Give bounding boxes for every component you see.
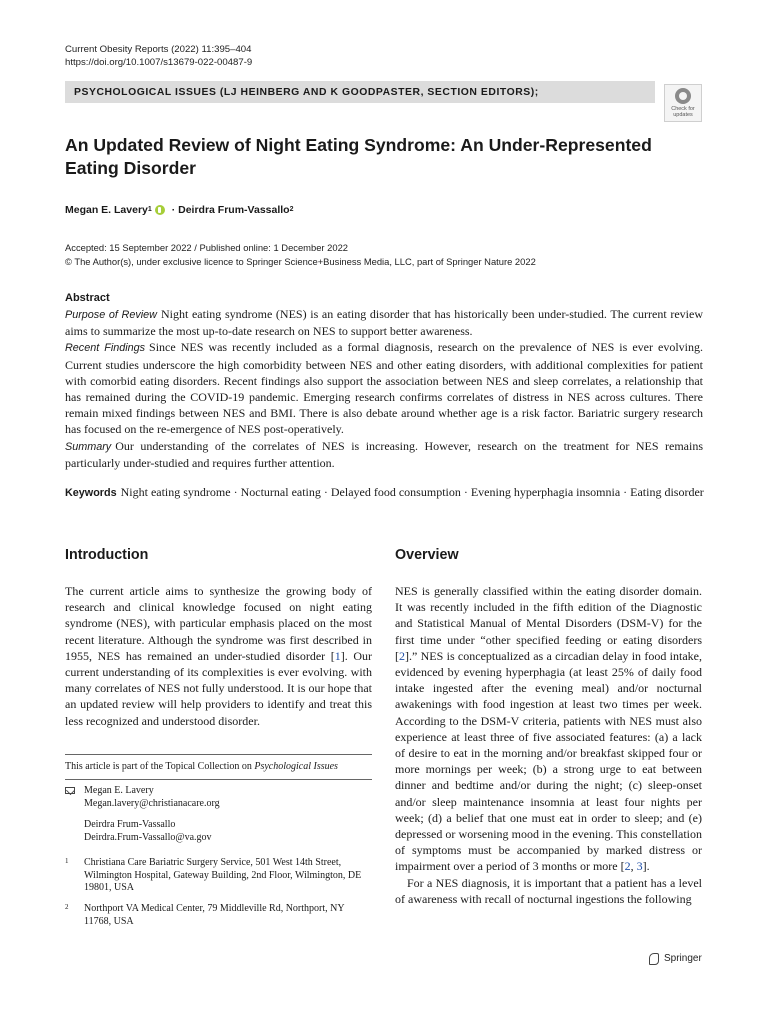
overview-paragraph-2: For a NES diagnosis, it is important that a patient has a level of awareness with recall of nocturnal ingestions the following [395,875,702,906]
envelope-icon [65,787,75,794]
check-for-updates-badge[interactable] [664,84,702,122]
author-separator: · [168,204,179,216]
abstract-findings [65,339,703,437]
overview-paragraph-1: NES is generally classified within the eating disorder domain. It was recently included in the fifth edition of the Diagnostic and Statistical Manual of Mental Disorders (DSM-V) for the first time under “other specified feeding or eating disorders [2].” NES is conceptualized as a circadian delay in food intake, evidenced by evening hyperphagia (at least 25% of daily food intake ingested after the evening meal) and/or nocturnal awakenings with food ingestion at least two times per week. According to the DSM-V criteria, patients with NES must also experience at least three of five associated features: (a) a lack of desire to eat in the morning and/or breakfast skipped four or more mornings per week; (b) a strong urge to eat between dinner and bedtime and/or during the night; (c) sleep-onset and/or sleep maintenance insomnia at least four nights per week; (d) a belief that one must eat in order to sleep; and (e) depressed or worsening mood in the evening. This constellation of symptoms must be accompanied by marked distress or impairment over a period of 3 months or more [2, 3]. [395,584,702,874]
author-1[interactable]: Megan E. Lavery [65,204,148,216]
journal-meta [65,43,252,69]
check-updates-line1: Check for [671,106,695,112]
contact-email-2[interactable]: Deirdra.Frum-Vassallo@va.gov [84,831,212,843]
check-updates-icon [675,88,691,104]
contact-name-1: Megan E. Lavery [84,785,154,796]
citation-link[interactable]: 3 [636,859,643,874]
keywords-text: Night eating syndrome · Nocturnal eating · Delayed food consumption · Evening hyperphagia insomnia · Eating disorder [120,485,704,499]
affiliation-2 [65,903,372,928]
topical-collection-name: Psychological Issues [254,761,338,772]
abstract [65,290,703,471]
publication-dates [65,241,536,269]
publisher-name: Springer [664,952,702,964]
abstract-findings-label: Recent Findings [65,342,146,355]
citation-link[interactable]: 2 [399,648,405,663]
footnote-divider-2 [65,779,372,780]
abstract-purpose [65,306,703,339]
keywords [65,484,710,501]
abstract-purpose-label: Purpose of Review [65,309,157,321]
orcid-icon[interactable] [155,205,165,215]
publisher-footer [648,952,702,964]
springer-logo-icon [648,952,659,964]
affiliation-text: Northport VA Medical Center, 79 Middleville Rd, Northport, NY 11768, USA [84,903,345,927]
introduction-heading: Introduction [65,547,149,563]
affiliation-number: 2 [65,903,69,911]
abstract-purpose-text: Night eating syndrome (NES) is an eating disorder that has historically been under-studied. The current review aims to summarize the most up-to-date research on NES to support better awareness. [65,307,703,339]
journal-citation: Current Obesity Reports (2022) 11:395–404 [65,44,252,55]
abstract-summary-label: Summary [65,440,112,453]
abstract-findings-text: Since NES was recently included as a formal diagnosis, research on the prevalence of NES is ever evolving. Current studies underscore the high comorbidity between NES and other eating disorders, with additional complexities for patient with comorbid eating disorders. Recent findings also support the association between NES and sleep correlates, a relationship that has remained during the COVID-19 pandemic. Emerging research confirms correlates of distress in NES across cultures. There remain mixed findings between NES and BMI. There is also debate around whether age is a risk factor. Bariatric surgery research has focused on the re-emergence of NES post-operatively. [65,340,703,437]
introduction-paragraph: The current article aims to synthesize the growing body of research and clinical knowledge focused on night eating syndrome (NES), with particular emphasis placed on the most recent literature. Although the syndrome was first described in 1955, NES has remained an under-studied disorder [1]. Our current understanding of its complexities is ever evolving. with many correlates of NES not fully understood. It is our hope that an updated review will help providers to identify and treat this less recognized and understood disorder. [65,584,372,728]
citation-link[interactable]: 1 [334,648,341,663]
topical-collection-note: This article is part of the Topical Collection on Psychological Issues [65,761,338,772]
affiliation-number: 1 [65,857,69,865]
affiliation-text: Christiana Care Bariatric Surgery Service, 501 West 14th Street, Wilmington Hospital, Gateway Building, 2nd Floor, Wilmington, DE 19801, USA [84,857,362,894]
journal-doi[interactable]: https://doi.org/10.1007/s13679-022-00487-9 [65,57,253,68]
check-updates-line2: updates [673,112,693,118]
contact-name-2: Deirdra Frum-Vassallo [84,819,176,831]
abstract-heading: Abstract [65,292,110,304]
abstract-summary-text: Our understanding of the correlates of NES is increasing. However, research on the treatment for NES remains particularly under-studied and requires further attention. [65,438,703,470]
title-line-1: An Updated Review of Night Eating Syndrome: An Under-Represented [65,135,652,155]
abstract-summary [65,438,703,471]
author-2[interactable]: Deirdra Frum-Vassallo [178,204,290,216]
citation-link[interactable]: 2 [624,859,631,874]
author-list: Megan E. Lavery 1 · Deirdra Frum-Vassallo 2 [65,204,294,216]
affiliation-1 [65,857,372,895]
section-banner: PSYCHOLOGICAL ISSUES (LJ HEINBERG AND K GOODPASTER, SECTION EDITORS); [65,81,655,103]
title-line-2: Eating Disorder [65,158,196,178]
overview-heading: Overview [395,547,459,563]
paper-title [65,134,695,180]
copyright-line: © The Author(s), under exclusive licence to Springer Science+Business Media, LLC, part of Springer Nature 2022 [65,256,536,267]
right-column [395,545,702,907]
keywords-label: Keywords [65,487,117,499]
dates-line: Accepted: 15 September 2022 / Published online: 1 December 2022 [65,242,348,253]
footnote-divider [65,754,372,755]
correspondence [65,785,372,844]
left-column [65,545,372,729]
contact-email-1[interactable]: Megan.lavery@christianacare.org [84,797,220,809]
